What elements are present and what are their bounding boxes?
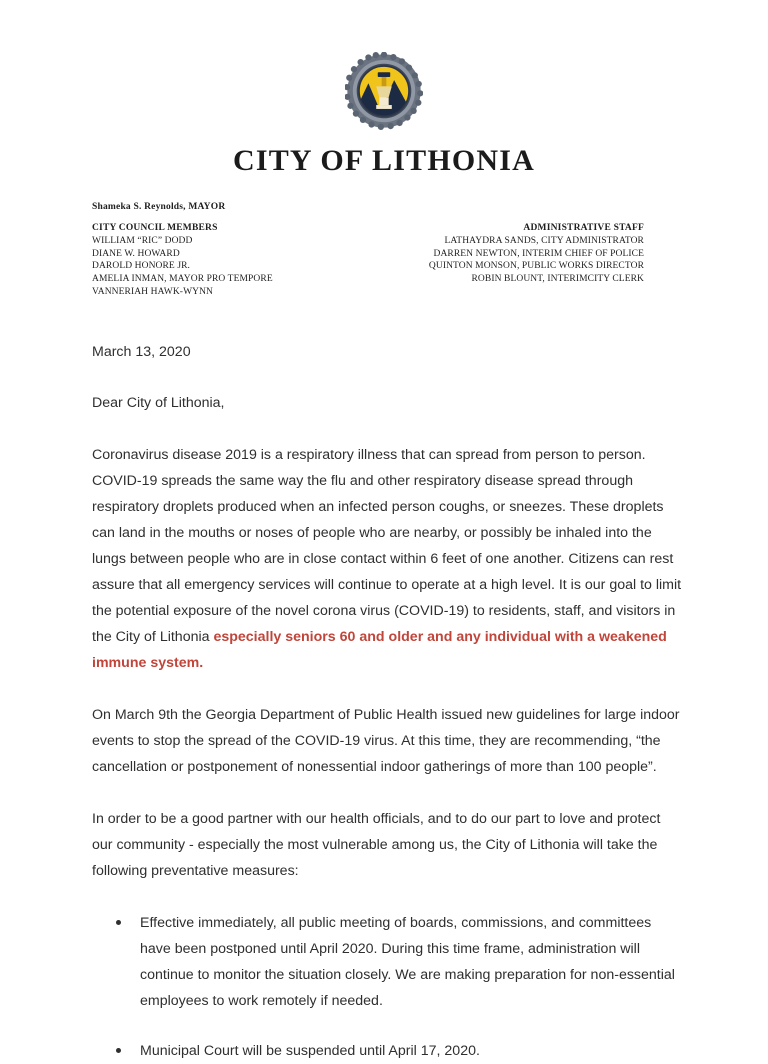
administrative-staff-heading: ADMINISTRATIVE STAFF	[523, 223, 644, 233]
letter-salutation: Dear City of Lithonia,	[92, 394, 225, 411]
letter-body	[0, 339, 768, 1064]
bullet-icon	[116, 920, 121, 925]
letter-date: March 13, 2020	[92, 343, 191, 360]
officials-block	[0, 202, 768, 299]
city-seal-icon	[345, 52, 423, 130]
council-member: VANNERIAH HAWK-WYNN	[92, 287, 214, 298]
bullet-icon	[116, 1048, 121, 1053]
administrative-staff-member: LATHAYDRA SANDS, CITY ADMINISTRATOR	[444, 235, 644, 246]
list-item	[92, 910, 682, 1014]
city-council-column	[92, 222, 273, 299]
paragraph-1-highlight: especially seniors 60 and older and any individual with a weakened immune system.	[92, 628, 667, 671]
list-item-text: Municipal Court will be suspended until April 17, 2020.	[140, 1042, 480, 1059]
paragraph-2: On March 9th the Georgia Department of Public Health issued new guidelines for large indoor events to stop the spread of the COVID-19 virus. At this time, they are recommending, “the cancellation or postponement of nonessential indoor gatherings of more than 100 people”.	[92, 706, 680, 775]
council-member: AMELIA INMAN, MAYOR PRO TEMPORE	[92, 274, 273, 285]
council-member: WILLIAM “RIC” DODD	[92, 235, 193, 246]
page-title: CITY OF LITHONIA	[232, 144, 536, 177]
administrative-staff-column	[429, 222, 644, 286]
administrative-staff-member: DARREN NEWTON, INTERIM CHIEF OF POLICE	[433, 248, 644, 259]
letterhead	[0, 0, 768, 178]
seal-container	[0, 52, 768, 130]
council-member: DIANE W. HOWARD	[92, 248, 180, 259]
paragraph-1-text: Coronavirus disease 2019 is a respiratory illness that can spread from person to person. COVID-19 spreads the same way the flu and other respiratory disease spread through respiratory droplets produced when an infected person coughs, or sneezes. These droplets can land in the mouths or noses of people who are nearby, or possibly be inhaled into the lungs between people who are in close contact within 6 feet of one another. Citizens can rest assure that all emergency services will continue to operate at a high level. It is our goal to limit the potential exposure of the novel corona virus (COVID-19) to residents, staff, and visitors in the City of Lithonia	[92, 446, 682, 645]
administrative-staff-member: QUINTON MONSON, PUBLIC WORKS DIRECTOR	[428, 261, 644, 272]
council-member: DAROLD HONORE JR.	[92, 261, 191, 272]
preventative-measures-list	[92, 910, 682, 1064]
paragraph-3: In order to be a good partner with our health officials, and to do our part to love and protect our community - especially the most vulnerable among us, the City of Lithonia will take the following preventative measures:	[92, 810, 661, 879]
mayor-line: Shameka S. Reynolds, MAYOR	[92, 202, 226, 212]
list-item	[92, 1038, 682, 1064]
paragraph-1	[92, 442, 682, 676]
administrative-staff-member: ROBIN BLOUNT, INTERIMCITY CLERK	[471, 274, 644, 285]
list-item-text: Effective immediately, all public meeting of boards, commissions, and committees have been postponed until April 2020. During this time frame, administration will continue to monitor the situation closely. We are making preparation for non-essential employees to work remotely if needed.	[140, 914, 675, 1009]
officials-columns	[92, 222, 644, 299]
city-council-heading: CITY COUNCIL MEMBERS	[92, 223, 218, 233]
